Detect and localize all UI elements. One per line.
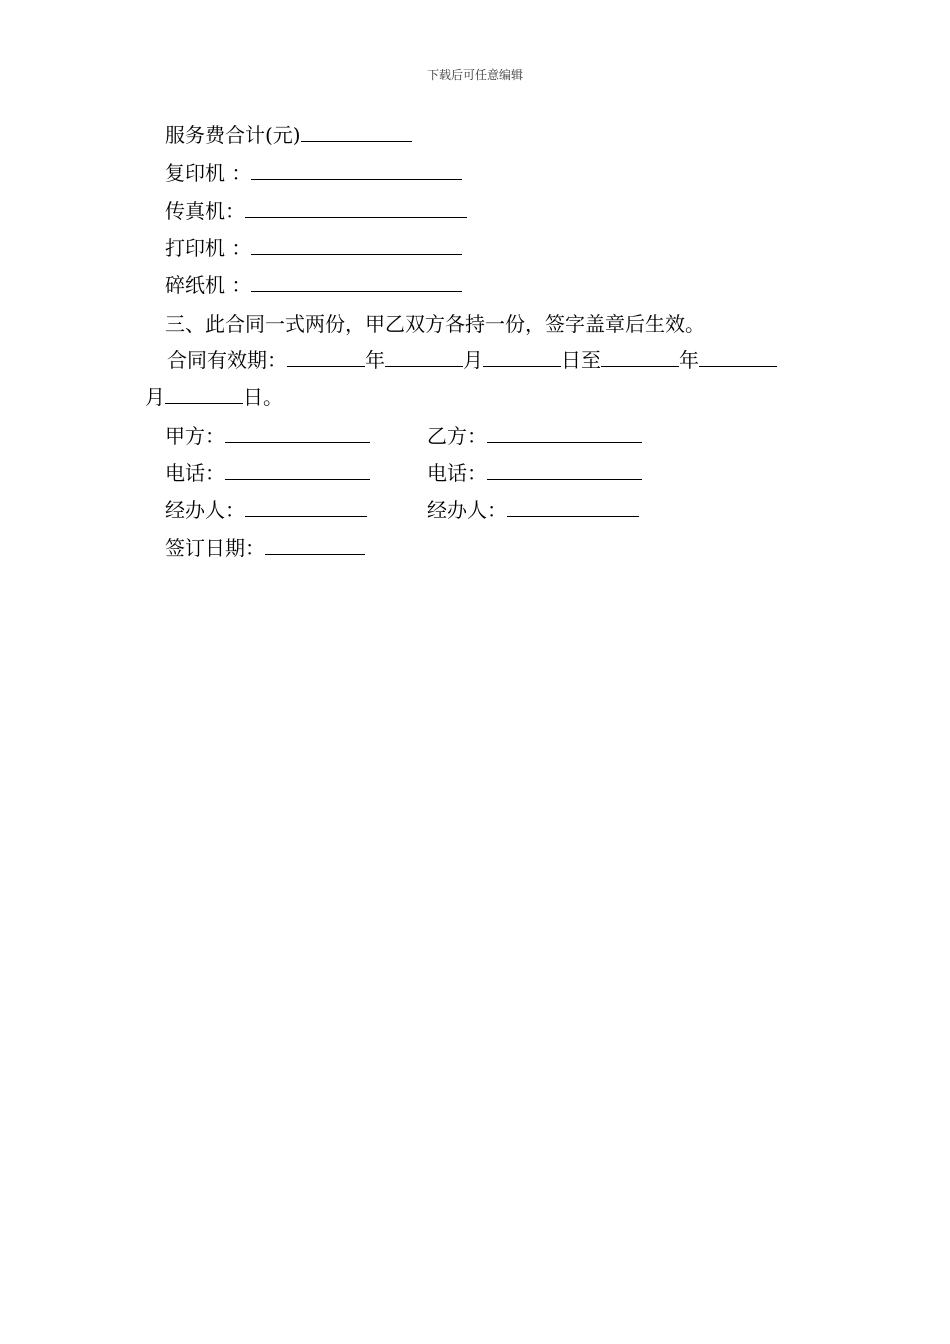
month-label-2: 月 bbox=[145, 385, 165, 409]
party-a-name-line bbox=[165, 423, 370, 449]
party-a-agent-label: 经办人： bbox=[165, 498, 245, 522]
party-a-agent-blank[interactable] bbox=[245, 497, 367, 517]
printer-blank[interactable] bbox=[251, 235, 462, 255]
fax-label: 传真机： bbox=[165, 199, 245, 223]
party-a-name-blank[interactable] bbox=[225, 423, 370, 443]
shredder-label: 碎纸机 ： bbox=[165, 273, 252, 297]
fax-blank[interactable] bbox=[245, 198, 467, 218]
shredder-line bbox=[165, 272, 462, 298]
end-month-blank[interactable] bbox=[699, 347, 777, 367]
month-label: 月 bbox=[463, 348, 483, 372]
day-to-label: 日至 bbox=[561, 348, 601, 372]
party-b-agent-label: 经办人： bbox=[427, 498, 507, 522]
party-b-phone-label: 电话： bbox=[427, 461, 487, 485]
validity-line bbox=[167, 347, 777, 373]
start-day-blank[interactable] bbox=[483, 347, 561, 367]
end-year-blank[interactable] bbox=[601, 347, 679, 367]
party-a-phone-blank[interactable] bbox=[225, 460, 370, 480]
party-a-name-label: 甲方： bbox=[165, 424, 225, 448]
start-year-blank[interactable] bbox=[287, 347, 365, 367]
party-b-name-label: 乙方： bbox=[427, 424, 487, 448]
copier-line bbox=[165, 160, 462, 186]
sign-date-blank[interactable] bbox=[265, 535, 365, 555]
party-a-agent-line bbox=[165, 497, 367, 523]
clause-3: 三、此合同一式两份，甲乙双方各持一份，签字盖章后生效。 bbox=[165, 312, 705, 336]
copier-blank[interactable] bbox=[251, 160, 462, 180]
party-b-agent-line bbox=[427, 497, 639, 523]
page-header: 下载后可任意编辑 bbox=[426, 68, 523, 82]
shredder-blank[interactable] bbox=[251, 272, 462, 292]
year-label-2: 年 bbox=[679, 348, 699, 372]
party-b-name-blank[interactable] bbox=[487, 423, 642, 443]
party-b-agent-blank[interactable] bbox=[507, 497, 639, 517]
total-fee-blank[interactable] bbox=[301, 122, 412, 142]
copier-label: 复印机 ： bbox=[165, 161, 252, 185]
sign-date-line bbox=[165, 535, 365, 561]
total-fee-line bbox=[165, 122, 412, 148]
party-b-phone-line bbox=[427, 460, 642, 486]
validity-label: 合同有效期： bbox=[167, 348, 287, 372]
year-label: 年 bbox=[365, 348, 385, 372]
end-day-blank[interactable] bbox=[165, 384, 243, 404]
validity-line-cont bbox=[145, 384, 283, 410]
total-fee-label: 服务费合计(元) bbox=[165, 123, 301, 147]
printer-label: 打印机 ： bbox=[165, 236, 252, 260]
start-month-blank[interactable] bbox=[385, 347, 463, 367]
day-end-label: 日。 bbox=[243, 385, 283, 409]
party-b-name-line bbox=[427, 423, 642, 449]
party-a-phone-label: 电话： bbox=[165, 461, 225, 485]
fax-line bbox=[165, 198, 467, 224]
party-b-phone-blank[interactable] bbox=[487, 460, 642, 480]
party-a-phone-line bbox=[165, 460, 370, 486]
sign-date-label: 签订日期： bbox=[165, 536, 265, 560]
printer-line bbox=[165, 235, 462, 261]
